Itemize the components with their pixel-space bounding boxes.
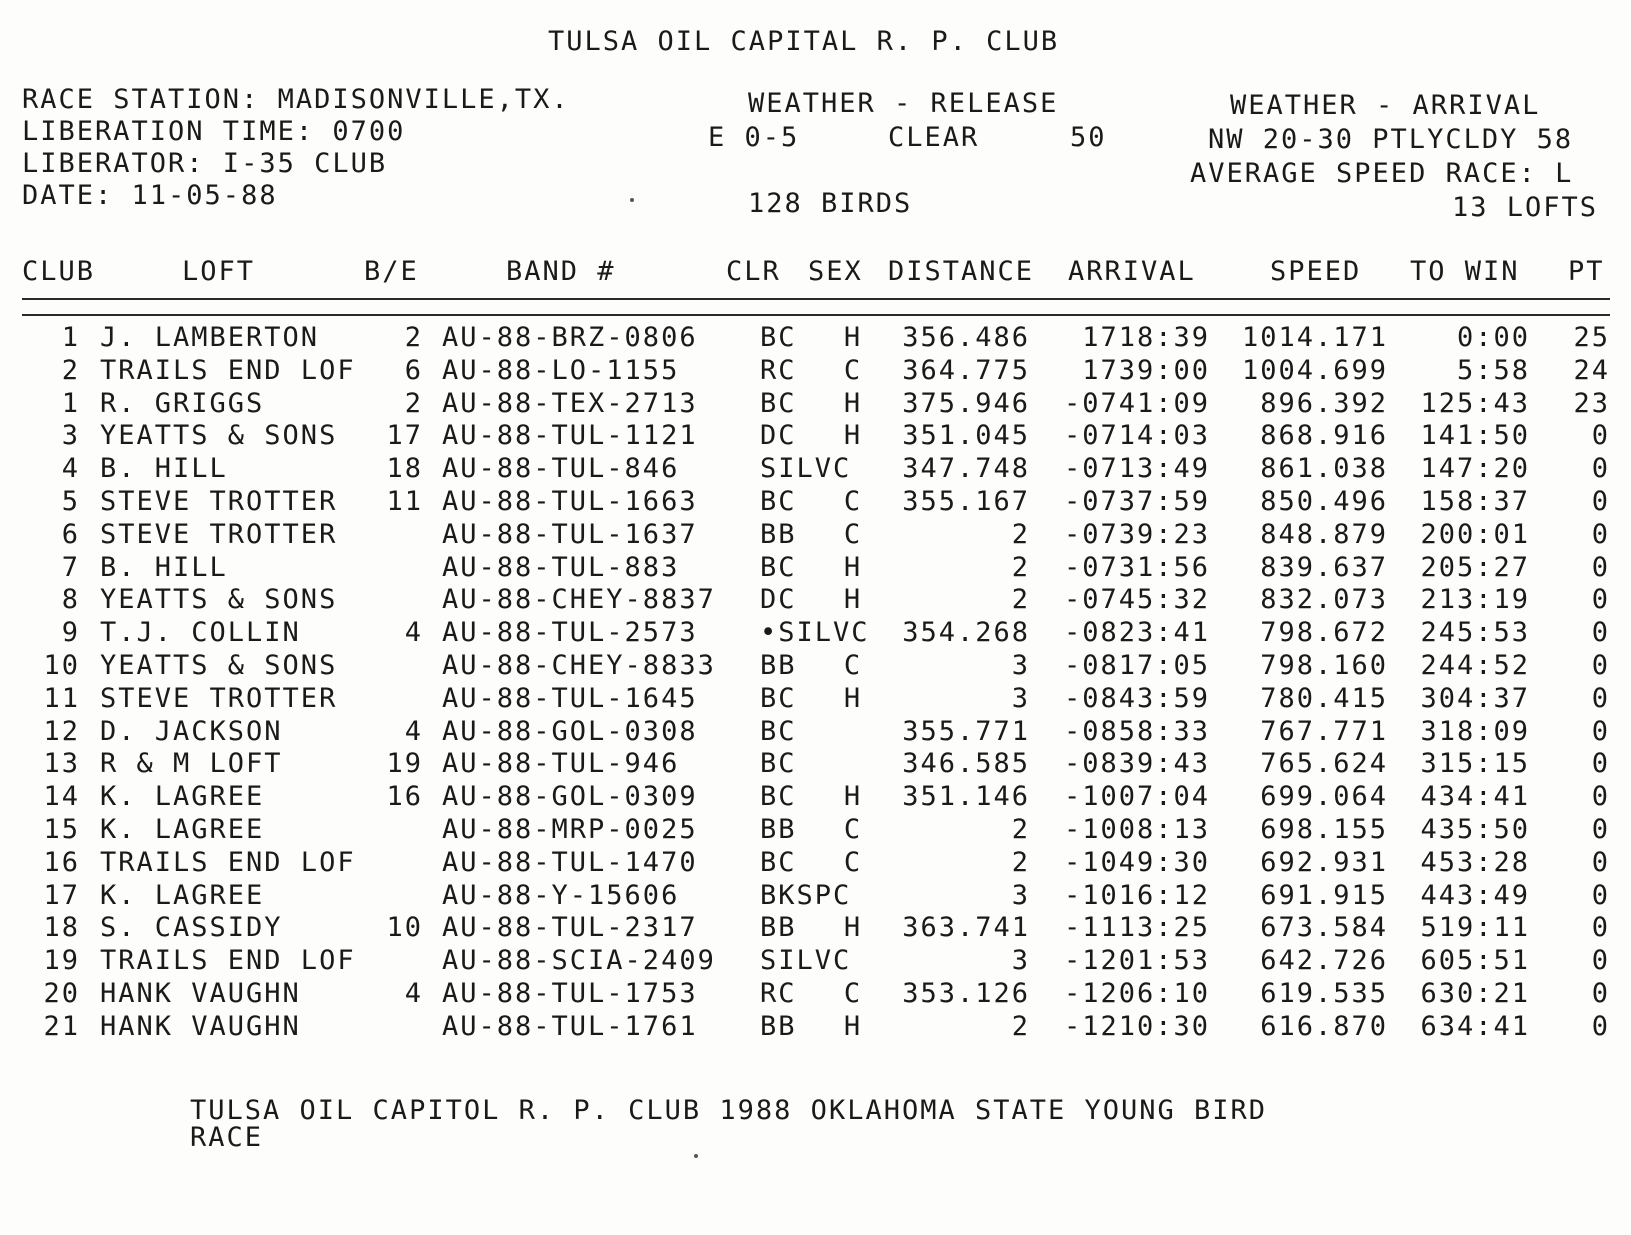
row-to-win: 434:41 [1420, 781, 1530, 813]
row-arrival: -1206:10 [1063, 978, 1210, 1009]
row-clr: BC [760, 551, 797, 583]
row-loft: TRAILS END LOF [100, 945, 356, 977]
row-speed: 616.870 [1260, 1010, 1388, 1042]
row-arrival: -0823:41 [1063, 617, 1210, 649]
footer-line-2: RACE [190, 1122, 264, 1153]
row-pt: 24 [1573, 354, 1610, 386]
table-row [0, 781, 1631, 813]
row-be: 17 [386, 420, 423, 452]
row-band: AU-88-TUL-1761 [442, 1010, 698, 1042]
row-loft: YEATTS & SONS [100, 650, 338, 681]
row-clr: BC [760, 748, 797, 780]
row-to-win: 519:11 [1420, 912, 1530, 944]
row-pt: 0 [1591, 486, 1610, 517]
row-arrival: -0714:03 [1063, 420, 1210, 452]
row-distance: 351.045 [902, 420, 1030, 452]
row-sex: C [843, 846, 863, 878]
row-to-win: 147:20 [1420, 453, 1530, 485]
row-sex: H [843, 387, 863, 419]
row-pt: 0 [1591, 715, 1610, 747]
row-to-win: 245:53 [1420, 617, 1530, 649]
row-distance: 355.771 [902, 715, 1030, 747]
row-place: 13 [43, 748, 80, 780]
row-arrival: -1007:04 [1063, 781, 1210, 813]
row-band: AU-88-LO-1155 [442, 354, 680, 386]
row-place: 7 [61, 551, 80, 583]
table-row [0, 355, 1631, 387]
row-clr: SILVC [760, 945, 852, 977]
row-clr: BC [760, 486, 797, 517]
row-loft: R & M LOFT [100, 748, 283, 780]
row-distance: 353.126 [902, 978, 1030, 1009]
row-speed: 839.637 [1260, 551, 1388, 583]
bird-count: 128 BIRDS [748, 188, 913, 219]
row-band: AU-88-BRZ-0806 [442, 322, 698, 353]
row-place: 6 [61, 518, 80, 550]
row-band: AU-88-TUL-846 [442, 453, 680, 485]
row-pt: 0 [1591, 846, 1610, 878]
row-band: AU-88-CHEY-8833 [442, 650, 716, 681]
row-place: 20 [43, 978, 80, 1009]
col-header-club: CLUB [22, 256, 96, 287]
row-loft: YEATTS & SONS [100, 420, 338, 452]
row-clr: BC [760, 846, 797, 878]
row-pt: 23 [1573, 387, 1610, 419]
row-be: 6 [404, 354, 423, 386]
row-be: 2 [404, 387, 423, 419]
weather-release-wind: E 0-5 [708, 122, 800, 153]
row-place: 1 [61, 387, 80, 419]
average-speed-race: AVERAGE SPEED RACE: L [1190, 158, 1574, 189]
row-clr: BC [760, 387, 797, 419]
table-row [0, 814, 1631, 846]
row-sex: H [843, 912, 863, 944]
row-pt: 0 [1591, 650, 1610, 681]
row-speed: 896.392 [1260, 387, 1388, 419]
row-speed: 798.672 [1260, 617, 1388, 649]
row-band: AU-88-Y-15606 [442, 879, 680, 911]
table-row [0, 584, 1631, 616]
race-date: DATE: 11-05-88 [22, 180, 278, 211]
liberator: LIBERATOR: I-35 CLUB [22, 148, 388, 179]
row-to-win: 141:50 [1420, 420, 1530, 452]
row-band: AU-88-TUL-1637 [442, 518, 698, 550]
row-speed: 691.915 [1260, 879, 1388, 911]
row-pt: 0 [1591, 945, 1610, 977]
row-place: 14 [43, 781, 80, 813]
row-arrival: -0737:59 [1063, 486, 1210, 517]
page-title: TULSA OIL CAPITAL R. P. CLUB [548, 26, 1060, 57]
row-clr: BB [760, 650, 797, 681]
row-clr: BB [760, 518, 797, 550]
scan-speck [694, 1154, 698, 1158]
row-sex: H [843, 322, 863, 353]
row-place: 1 [61, 322, 80, 353]
row-place: 11 [43, 682, 80, 714]
row-clr: RC [760, 978, 797, 1009]
row-speed: 861.038 [1260, 453, 1388, 485]
row-pt: 0 [1591, 912, 1610, 944]
row-distance: 354.268 [902, 617, 1030, 649]
col-header-distance: DISTANCE [888, 256, 1035, 287]
row-sex: C [843, 814, 863, 845]
row-pt: 0 [1591, 879, 1610, 911]
table-row [0, 650, 1631, 682]
table-row [0, 847, 1631, 879]
row-clr: DC [760, 584, 797, 616]
row-speed: 619.535 [1260, 978, 1388, 1009]
table-row [0, 453, 1631, 485]
liberation-time: LIBERATION TIME: 0700 [22, 116, 406, 147]
row-arrival: -1049:30 [1063, 846, 1210, 878]
row-band: AU-88-TUL-1645 [442, 682, 698, 714]
row-band: AU-88-CHEY-8837 [442, 584, 716, 616]
row-to-win: 318:09 [1420, 715, 1530, 747]
row-sex: C [843, 978, 863, 1009]
row-be: 19 [386, 748, 423, 780]
row-loft: T.J. COLLIN [100, 617, 301, 649]
row-band: AU-88-MRP-0025 [442, 814, 698, 845]
row-pt: 0 [1591, 518, 1610, 550]
row-pt: 0 [1591, 978, 1610, 1009]
row-loft: B. HILL [100, 551, 228, 583]
table-row [0, 617, 1631, 649]
row-speed: 692.931 [1260, 846, 1388, 878]
row-band: AU-88-TUL-946 [442, 748, 680, 780]
table-row [0, 552, 1631, 584]
row-place: 18 [43, 912, 80, 944]
table-row [0, 388, 1631, 420]
row-pt: 0 [1591, 453, 1610, 485]
row-loft: STEVE TROTTER [100, 486, 338, 517]
row-distance: 3 [1011, 945, 1030, 977]
row-arrival: -0843:59 [1063, 682, 1210, 714]
col-header-pt: PT [1568, 256, 1605, 287]
table-row [0, 683, 1631, 715]
row-distance: 2 [1011, 518, 1030, 550]
row-speed: 780.415 [1260, 682, 1388, 714]
row-be: 4 [404, 715, 423, 747]
row-clr: RC [760, 354, 797, 386]
row-be: 4 [404, 617, 423, 649]
row-pt: 0 [1591, 748, 1610, 780]
row-band: AU-88-SCIA-2409 [442, 945, 716, 977]
table-row [0, 716, 1631, 748]
col-header-speed: SPEED [1270, 256, 1362, 287]
row-clr: BKSPC [760, 879, 852, 911]
row-place: 19 [43, 945, 80, 977]
row-sex: C [843, 354, 863, 386]
table-row [0, 322, 1631, 354]
row-loft: J. LAMBERTON [100, 322, 320, 353]
row-arrival: -0817:05 [1063, 650, 1210, 681]
row-arrival: -0713:49 [1063, 453, 1210, 485]
row-pt: 0 [1591, 617, 1610, 649]
row-distance: 3 [1011, 879, 1030, 911]
row-speed: 850.496 [1260, 486, 1388, 517]
row-be: 18 [386, 453, 423, 485]
row-sex: H [843, 420, 863, 452]
row-to-win: 315:15 [1420, 748, 1530, 780]
row-band: AU-88-TUL-1121 [442, 420, 698, 452]
row-sex: H [843, 551, 863, 583]
table-row [0, 420, 1631, 452]
row-speed: 767.771 [1260, 715, 1388, 747]
row-sex: H [843, 781, 863, 813]
scan-speck [630, 198, 634, 202]
row-place: 2 [61, 354, 80, 386]
row-be: 2 [404, 322, 423, 353]
row-speed: 765.624 [1260, 748, 1388, 780]
weather-arrival-conditions: NW 20-30 PTLYCLDY 58 [1208, 124, 1574, 155]
row-band: AU-88-TUL-2317 [442, 912, 698, 944]
row-place: 15 [43, 814, 80, 845]
row-loft: HANK VAUGHN [100, 1010, 301, 1042]
row-arrival: -0731:56 [1063, 551, 1210, 583]
row-distance: 347.748 [902, 453, 1030, 485]
row-arrival: -0739:23 [1063, 518, 1210, 550]
row-distance: 2 [1011, 846, 1030, 878]
col-header-band: BAND # [506, 256, 616, 287]
row-arrival: -0858:33 [1063, 715, 1210, 747]
row-place: 8 [61, 584, 80, 616]
row-place: 3 [61, 420, 80, 452]
table-row [0, 912, 1631, 944]
row-distance: 375.946 [902, 387, 1030, 419]
row-arrival: -0839:43 [1063, 748, 1210, 780]
row-arrival: -1210:30 [1063, 1010, 1210, 1042]
col-header-arrival: ARRIVAL [1068, 256, 1196, 287]
row-arrival: 1739:00 [1082, 354, 1210, 386]
row-loft: K. LAGREE [100, 814, 265, 845]
row-band: AU-88-GOL-0309 [442, 781, 698, 813]
row-clr: BC [760, 781, 797, 813]
row-pt: 0 [1591, 781, 1610, 813]
row-distance: 2 [1011, 551, 1030, 583]
row-loft: S. CASSIDY [100, 912, 283, 944]
row-place: 21 [43, 1010, 80, 1042]
row-arrival: -0745:32 [1063, 584, 1210, 616]
weather-release-sky: CLEAR [888, 122, 980, 153]
row-be: 10 [386, 912, 423, 944]
table-row [0, 880, 1631, 912]
row-clr: BB [760, 912, 797, 944]
row-to-win: 443:49 [1420, 879, 1530, 911]
row-distance: 2 [1011, 1010, 1030, 1042]
row-distance: 3 [1011, 682, 1030, 714]
row-to-win: 630:21 [1420, 978, 1530, 1009]
row-arrival: 1718:39 [1082, 322, 1210, 353]
table-row [0, 748, 1631, 780]
row-loft: STEVE TROTTER [100, 682, 338, 714]
row-to-win: 304:37 [1420, 682, 1530, 714]
row-speed: 673.584 [1260, 912, 1388, 944]
row-loft: TRAILS END LOF [100, 354, 356, 386]
row-place: 5 [61, 486, 80, 517]
row-arrival: -0741:09 [1063, 387, 1210, 419]
row-to-win: 244:52 [1420, 650, 1530, 681]
row-loft: D. JACKSON [100, 715, 283, 747]
row-arrival: -1008:13 [1063, 814, 1210, 845]
row-place: 17 [43, 879, 80, 911]
row-loft: B. HILL [100, 453, 228, 485]
row-arrival: -1016:12 [1063, 879, 1210, 911]
col-header-to-win: TO WIN [1410, 256, 1520, 287]
col-header-be: B/E [364, 256, 419, 287]
col-header-sex: SEX [808, 256, 863, 287]
row-place: 4 [61, 453, 80, 485]
row-band: AU-88-TUL-883 [442, 551, 680, 583]
row-speed: 699.064 [1260, 781, 1388, 813]
row-be: 11 [386, 486, 423, 517]
row-sex: C [843, 486, 863, 517]
row-pt: 0 [1591, 1010, 1610, 1042]
row-loft: TRAILS END LOF [100, 846, 356, 878]
row-distance: 356.486 [902, 322, 1030, 353]
row-speed: 798.160 [1260, 650, 1388, 681]
table-row [0, 486, 1631, 518]
col-header-loft: LOFT [182, 256, 256, 287]
row-clr: SILVC [760, 453, 852, 485]
row-speed: 868.916 [1260, 420, 1388, 452]
row-sex: H [843, 1010, 863, 1042]
row-place: 10 [43, 650, 80, 681]
row-speed: 848.879 [1260, 518, 1388, 550]
row-clr: •SILVC [760, 617, 870, 649]
row-place: 12 [43, 715, 80, 747]
row-clr: BB [760, 1010, 797, 1042]
weather-release-label: WEATHER - RELEASE [748, 88, 1059, 119]
row-place: 16 [43, 846, 80, 878]
row-distance: 2 [1011, 584, 1030, 616]
row-band: AU-88-TEX-2713 [442, 387, 698, 419]
row-to-win: 158:37 [1420, 486, 1530, 517]
table-row [0, 1011, 1631, 1043]
row-loft: HANK VAUGHN [100, 978, 301, 1009]
row-to-win: 605:51 [1420, 945, 1530, 977]
row-loft: K. LAGREE [100, 781, 265, 813]
row-clr: BC [760, 322, 797, 353]
row-arrival: -1201:53 [1063, 945, 1210, 977]
weather-arrival-label: WEATHER - ARRIVAL [1230, 90, 1541, 121]
row-pt: 0 [1591, 584, 1610, 616]
row-speed: 1004.699 [1241, 354, 1388, 386]
table-row [0, 945, 1631, 977]
row-loft: YEATTS & SONS [100, 584, 338, 616]
row-to-win: 125:43 [1420, 387, 1530, 419]
row-to-win: 453:28 [1420, 846, 1530, 878]
row-arrival: -1113:25 [1063, 912, 1210, 944]
row-place: 9 [61, 617, 80, 649]
row-loft: STEVE TROTTER [100, 518, 338, 550]
row-clr: BC [760, 715, 797, 747]
row-band: AU-88-TUL-1663 [442, 486, 698, 517]
row-sex: C [843, 518, 863, 550]
row-sex: H [843, 682, 863, 714]
row-be: 16 [386, 781, 423, 813]
col-header-clr: CLR [726, 256, 781, 287]
row-distance: 351.146 [902, 781, 1030, 813]
weather-release-temp: 50 [1070, 122, 1107, 153]
table-row [0, 978, 1631, 1010]
row-band: AU-88-GOL-0308 [442, 715, 698, 747]
row-distance: 346.585 [902, 748, 1030, 780]
row-to-win: 0:00 [1456, 322, 1530, 353]
row-clr: BC [760, 682, 797, 714]
row-distance: 2 [1011, 814, 1030, 845]
row-to-win: 5:58 [1456, 354, 1530, 386]
race-station: RACE STATION: MADISONVILLE,TX. [22, 84, 570, 115]
row-be: 4 [404, 978, 423, 1009]
row-distance: 363.741 [902, 912, 1030, 944]
row-pt: 0 [1591, 551, 1610, 583]
row-clr: DC [760, 420, 797, 452]
row-distance: 3 [1011, 650, 1030, 681]
row-speed: 642.726 [1260, 945, 1388, 977]
row-sex: C [843, 650, 863, 681]
row-clr: BB [760, 814, 797, 845]
row-speed: 698.155 [1260, 814, 1388, 845]
row-pt: 25 [1573, 322, 1610, 353]
row-to-win: 634:41 [1420, 1010, 1530, 1042]
row-loft: R. GRIGGS [100, 387, 265, 419]
row-to-win: 205:27 [1420, 551, 1530, 583]
row-distance: 364.775 [902, 354, 1030, 386]
row-distance: 355.167 [902, 486, 1030, 517]
row-band: AU-88-TUL-2573 [442, 617, 698, 649]
row-band: AU-88-TUL-1470 [442, 846, 698, 878]
table-row [0, 519, 1631, 551]
row-to-win: 200:01 [1420, 518, 1530, 550]
header-divider [22, 298, 1610, 316]
footer-line-1: TULSA OIL CAPITOL R. P. CLUB 1988 OKLAHOMA STATE YOUNG BIRD [190, 1095, 1268, 1126]
row-speed: 1014.171 [1241, 322, 1388, 353]
row-sex: H [843, 584, 863, 616]
row-pt: 0 [1591, 682, 1610, 714]
row-band: AU-88-TUL-1753 [442, 978, 698, 1009]
row-pt: 0 [1591, 814, 1610, 845]
row-to-win: 435:50 [1420, 814, 1530, 845]
loft-count: 13 LOFTS [1452, 192, 1599, 223]
row-loft: K. LAGREE [100, 879, 265, 911]
row-to-win: 213:19 [1420, 584, 1530, 616]
row-speed: 832.073 [1260, 584, 1388, 616]
row-pt: 0 [1591, 420, 1610, 452]
